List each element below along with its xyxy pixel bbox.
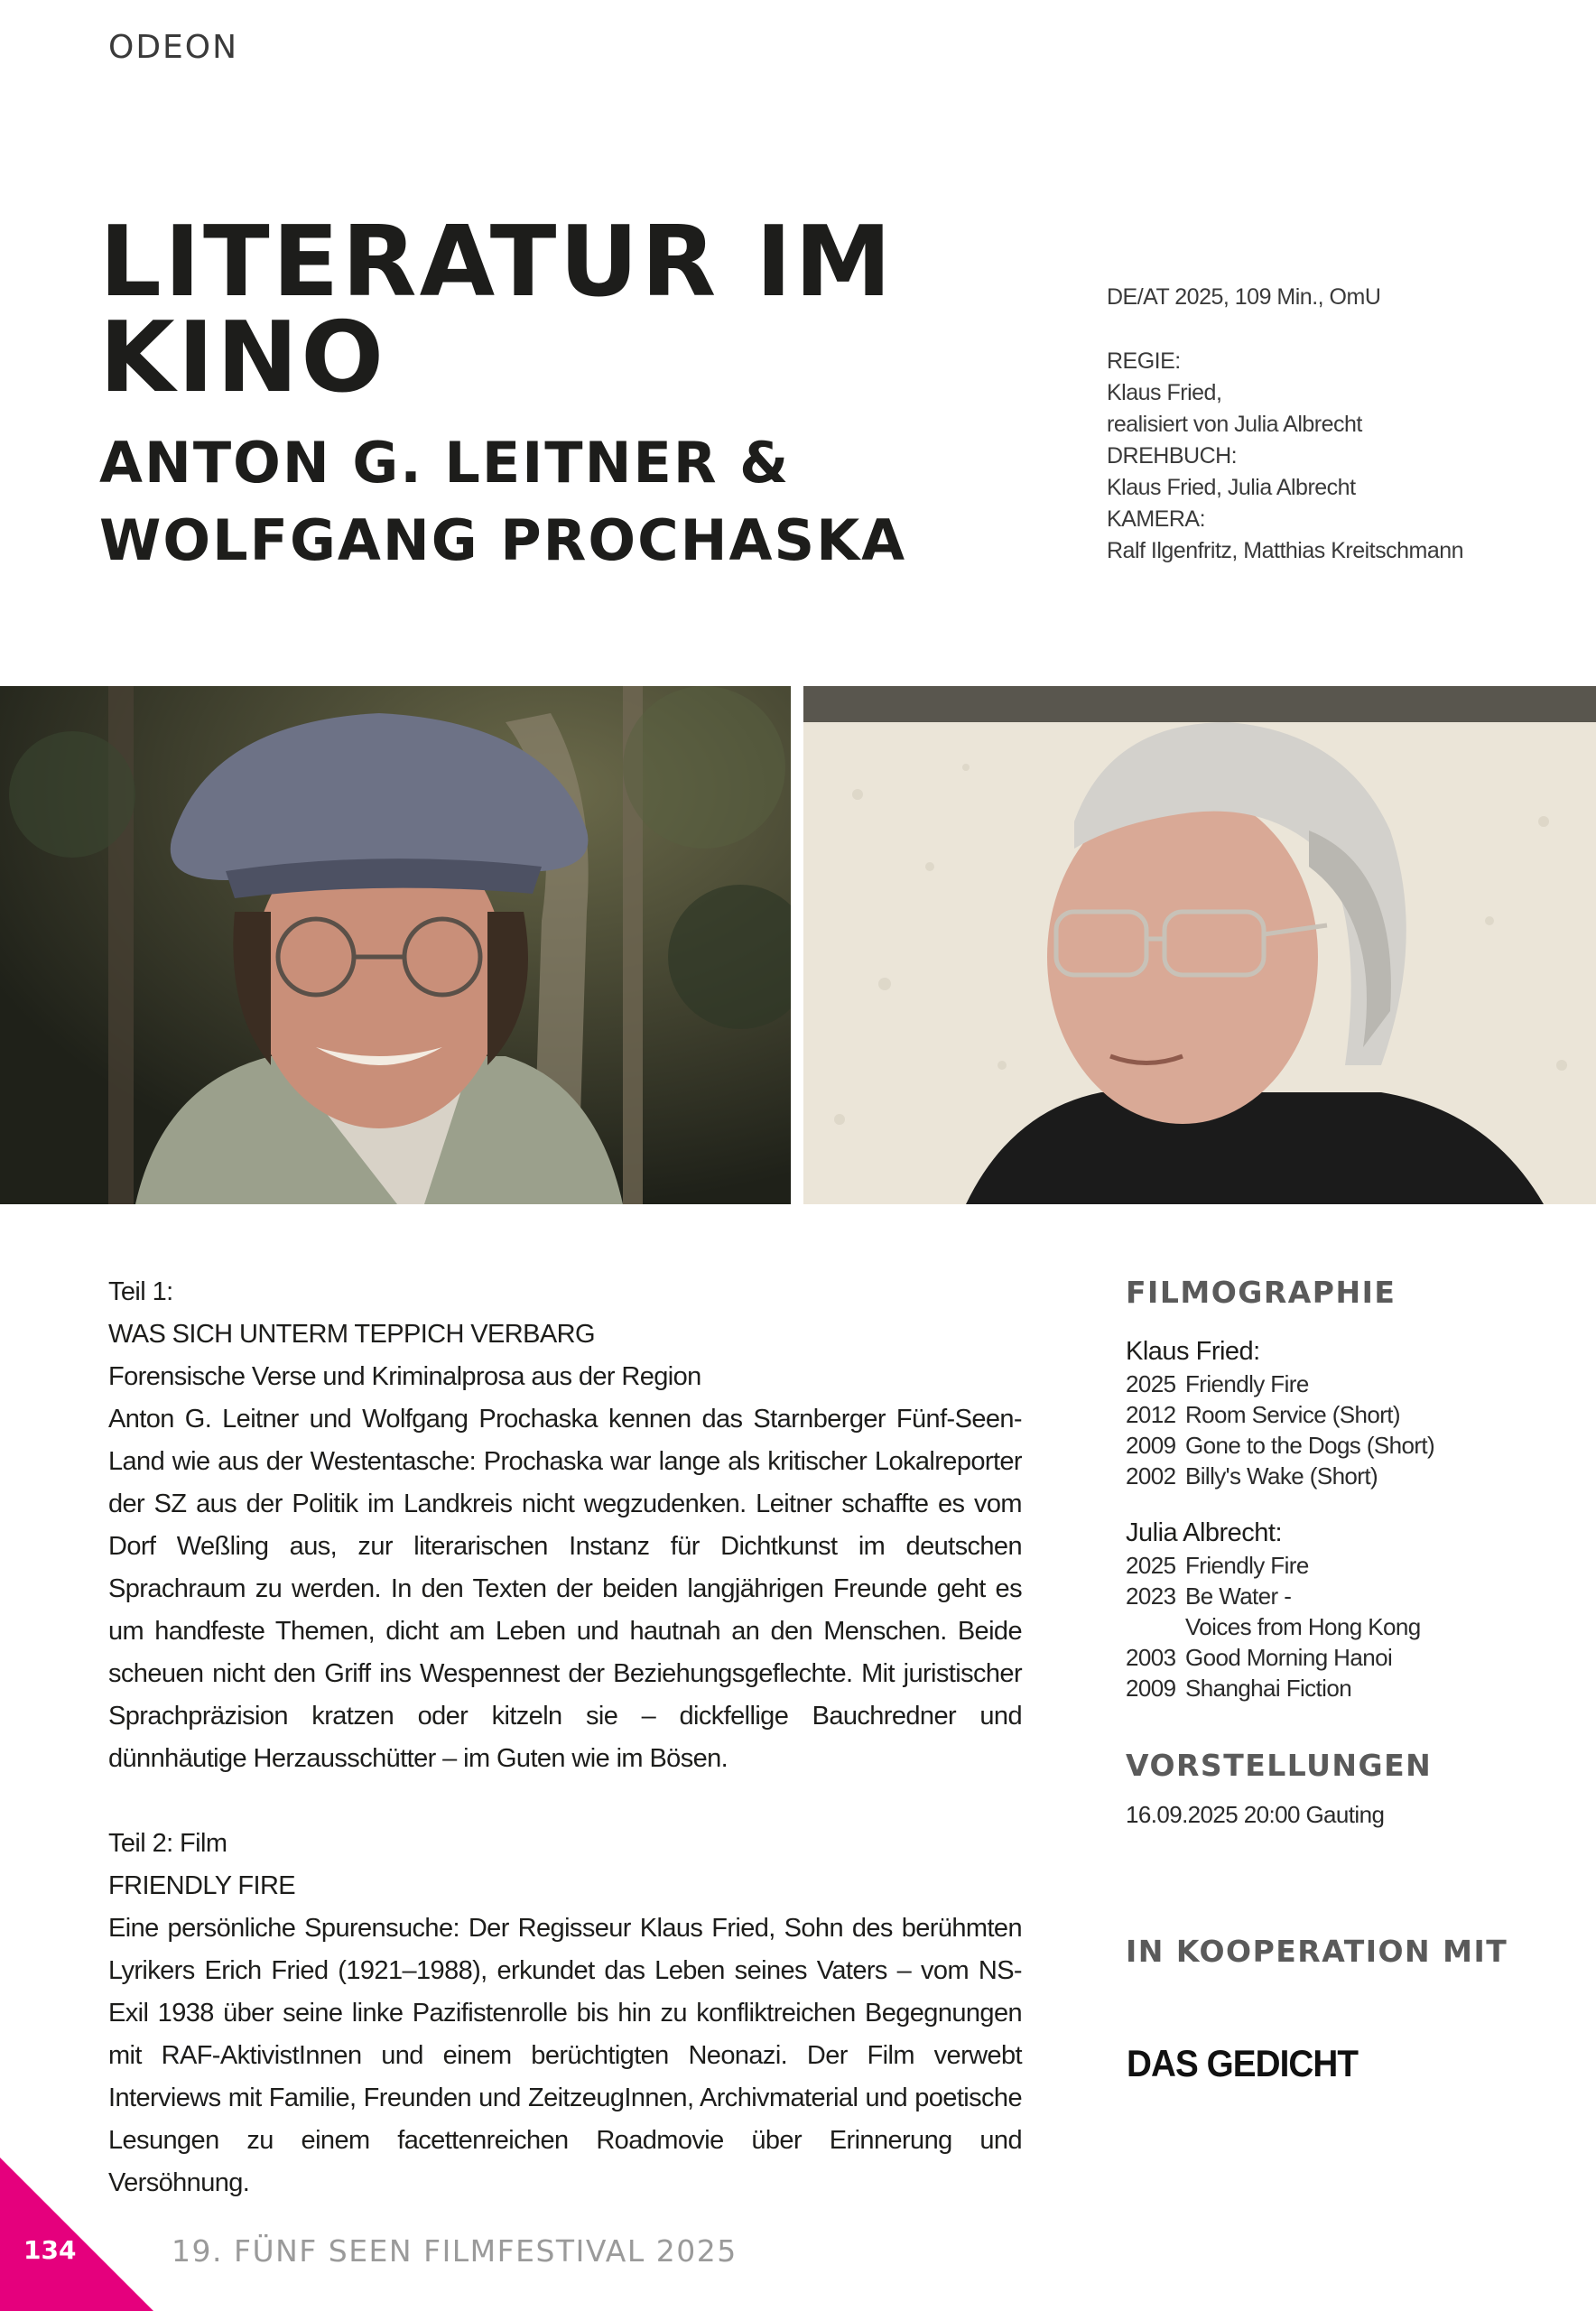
film-row — [1126, 1581, 1541, 1611]
kamera-value: Ralf Ilgenfritz, Matthias Kreitschmann — [1107, 538, 1464, 563]
portrait-prochaska-graphic — [803, 686, 1596, 1204]
film-row — [1126, 1611, 1541, 1642]
page-number: 134 — [23, 2235, 77, 2265]
drehbuch-label: DREHBUCH: — [1107, 443, 1238, 469]
partner-logo: DAS GEDICHT — [1127, 2042, 1359, 2084]
film-year: 2025 — [1126, 1370, 1176, 1397]
part1-title: WAS SICH UNTERM TEPPICH VERBARG — [108, 1320, 595, 1349]
page-subtitle — [99, 424, 1002, 580]
cooperation-heading: IN KOOPERATION MIT — [1126, 1934, 1508, 1969]
film-title: Room Service (Short) — [1185, 1401, 1400, 1428]
part2-title: FRIENDLY FIRE — [108, 1871, 296, 1900]
part1-text: Anton G. Leitner und Wolfgang Prochaska kennen das Starnberger Fünf-Seen-Land wie aus der Westentasche: Prochaska war lange als kritischer Lokalreporter der SZ aus der Politik im Landkreis nicht wegzudenken. Leitner schaffte es vom Dorf Weßling aus, zur literarischen Instanz für Dichtkunst im deutschen Sprachraum zu werden. In den Texten der beiden langjährigen Freunde geht es um handfeste Themen, dicht am Leben und hautnah an den Menschen. Beide scheuen nicht den Griff ins Wespennest der Beziehungsgeflechte. Mit juristischer Sprachpräzision kratzen oder kitzeln sie – dickfellige Bauchredner und dünnhäutige Herzausschütter – im Guten wie im Bösen. — [108, 1405, 1022, 1773]
film-year: 2009 — [1126, 1432, 1176, 1459]
film-credits — [1107, 282, 1540, 567]
film-meta: DE/AT 2025, 109 Min., OmU — [1107, 284, 1381, 310]
filmography-person-name: Julia Albrecht: — [1126, 1518, 1283, 1547]
film-title: Friendly Fire — [1185, 1370, 1309, 1397]
page-title — [99, 206, 1002, 414]
film-title: Gone to the Dogs (Short) — [1185, 1432, 1435, 1459]
drehbuch-value: Klaus Fried, Julia Albrecht — [1107, 475, 1356, 500]
footer-festival-name: 19. FÜNF SEEN FILMFESTIVAL 2025 — [172, 2233, 738, 2269]
film-row — [1126, 1550, 1541, 1581]
film-title: Good Morning Hanoi — [1185, 1644, 1393, 1671]
corner-triangle — [0, 2158, 153, 2311]
part2-text: Eine persönliche Spurensuche: Der Regisseur Klaus Fried, Sohn des berühmten Lyrikers Erich Fried (1921–1988), erkundet das Leben seines Vaters – vom NS-Exil 1938 über seine linke Pazifistenrolle bis hin zu konfliktreichen Begegnungen mit RAF-AktivistInnen und einem berüchtigten Neonazi. Der Film verwebt Interviews mit Familie, Freunden und ZeitzeugInnen, Archivmaterial und poetische Lesungen zu einem facettenreichen Roadmovie über Erinnerung und Versöhnung. — [108, 1914, 1022, 2197]
regie-line-1: Klaus Fried, — [1107, 380, 1222, 405]
subtitle-line-2: WOLFGANG PROCHASKA — [99, 507, 907, 573]
portrait-leitner-graphic — [0, 686, 791, 1204]
film-row — [1126, 1399, 1541, 1430]
film-year — [1126, 1611, 1185, 1642]
filmography-section — [1126, 1275, 1541, 1703]
regie-line-2: realisiert von Julia Albrecht — [1107, 412, 1362, 437]
film-row — [1126, 1430, 1541, 1461]
regie-label: REGIE: — [1107, 348, 1181, 374]
screenings-heading: VORSTELLUNGEN — [1126, 1748, 1433, 1783]
portrait-photo-prochaska — [803, 686, 1596, 1204]
film-year: 2003 — [1126, 1644, 1176, 1671]
part1-label: Teil 1: — [108, 1277, 173, 1306]
kamera-label: KAMERA: — [1107, 506, 1206, 532]
title-line-1: LITERATUR IM — [99, 206, 895, 319]
part1-subtitle: Forensische Verse und Kriminalprosa aus der Region — [108, 1362, 701, 1391]
filmography-heading: FILMOGRAPHIE — [1126, 1275, 1396, 1310]
article-body — [108, 1271, 1022, 2204]
film-row — [1126, 1642, 1541, 1673]
film-year: 2012 — [1126, 1401, 1176, 1428]
screening-item: 16.09.2025 20:00 Gauting — [1126, 1801, 1385, 1828]
page-corner-accent — [0, 2158, 153, 2311]
film-title: Friendly Fire — [1185, 1552, 1309, 1579]
film-title: Shanghai Fiction — [1185, 1675, 1352, 1702]
film-title: Be Water - — [1185, 1582, 1292, 1610]
screenings-section — [1126, 1748, 1541, 1829]
film-title: Voices from Hong Kong — [1185, 1613, 1421, 1640]
film-row — [1126, 1369, 1541, 1399]
film-title: Billy's Wake (Short) — [1185, 1462, 1378, 1490]
film-year: 2009 — [1126, 1675, 1176, 1702]
section-label: ODEON — [108, 29, 239, 66]
portrait-photo-leitner — [0, 686, 791, 1204]
film-year: 2025 — [1126, 1552, 1176, 1579]
filmography-person-name: Klaus Fried: — [1126, 1337, 1260, 1366]
title-line-2: KINO — [99, 302, 387, 414]
film-year: 2023 — [1126, 1582, 1176, 1610]
part2-label: Teil 2: Film — [108, 1829, 227, 1858]
portrait-photos — [0, 686, 1596, 1204]
film-row — [1126, 1461, 1541, 1491]
subtitle-line-1: ANTON G. LEITNER & — [99, 430, 791, 496]
cooperation-section — [1126, 1934, 1541, 1969]
film-year: 2002 — [1126, 1462, 1176, 1490]
film-row — [1126, 1673, 1541, 1703]
